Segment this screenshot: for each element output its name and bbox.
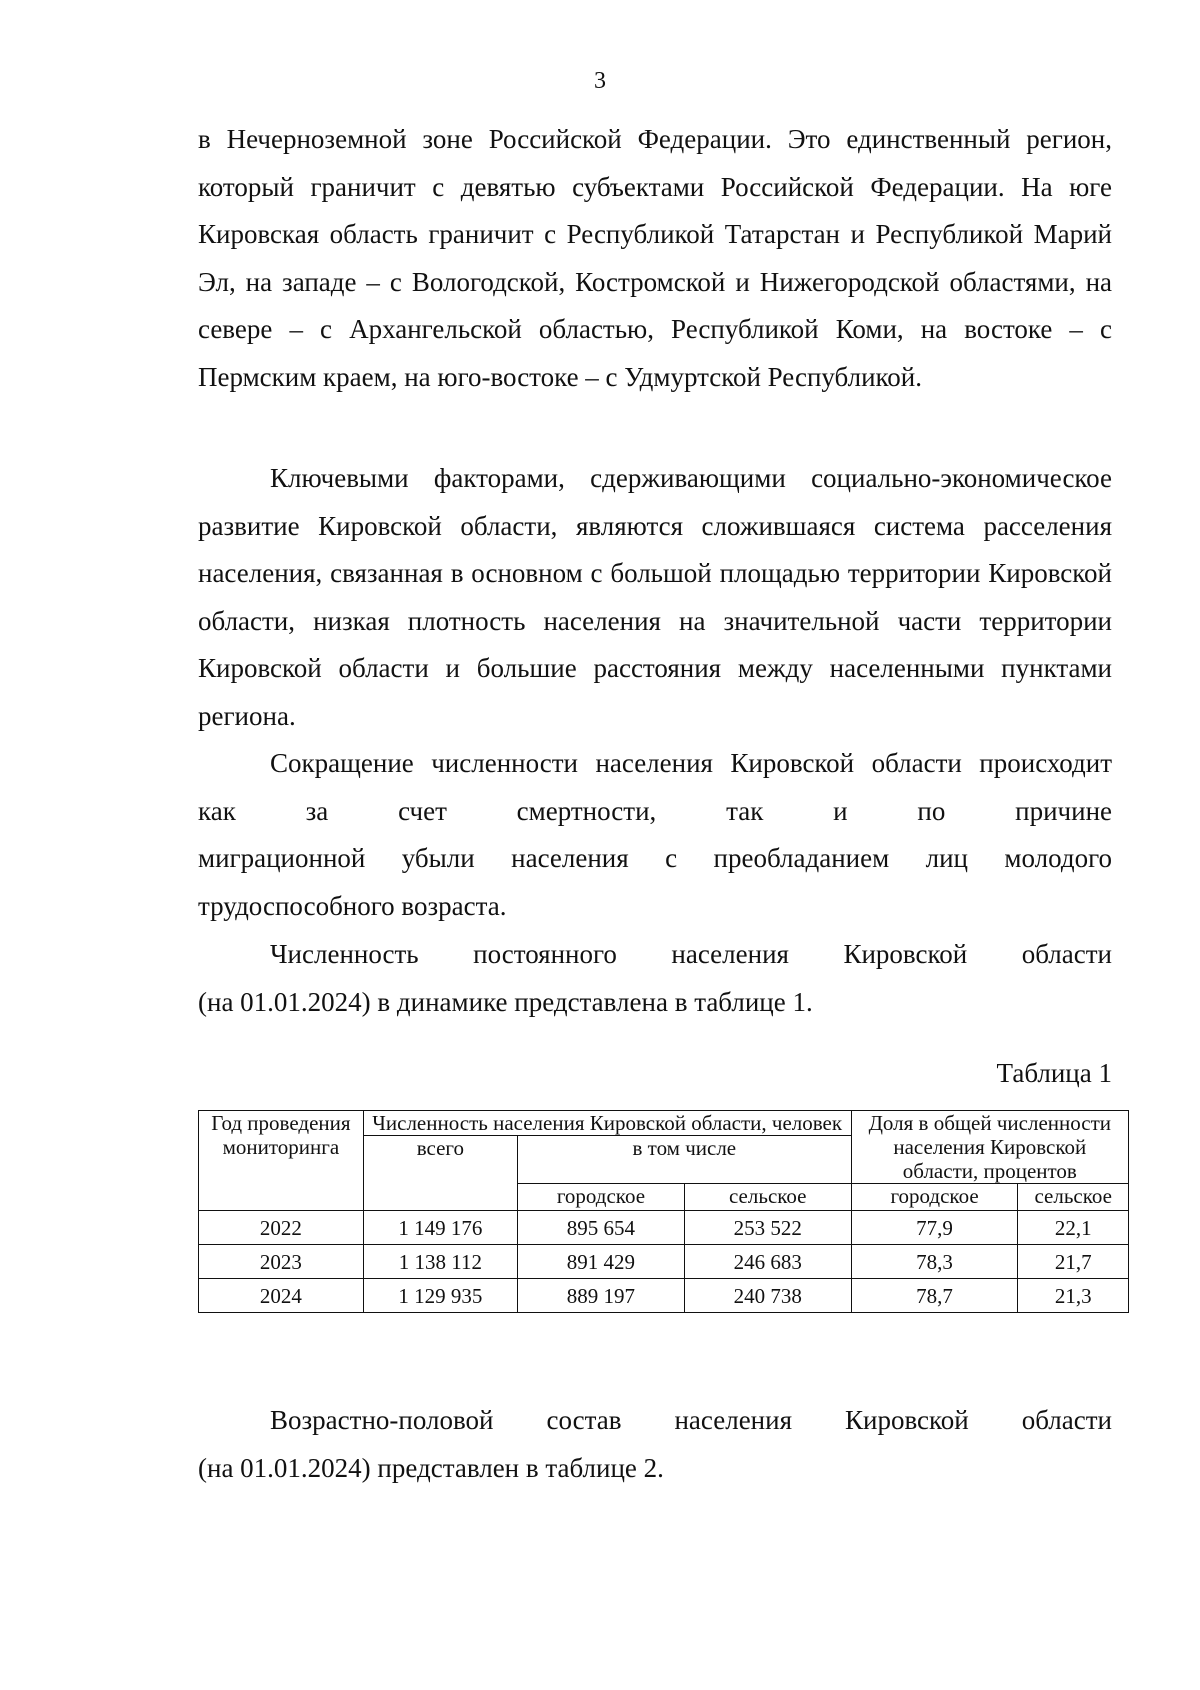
cell-share-rural: 21,7 <box>1018 1245 1129 1279</box>
paragraph-line: Численность постоянного населения Кировской области <box>270 939 1112 969</box>
cell-rural: 246 683 <box>684 1245 851 1279</box>
header-population: Численность населения Кировской области, человек <box>363 1111 851 1136</box>
cell-year: 2024 <box>199 1279 364 1313</box>
table-row <box>199 1245 1129 1279</box>
header-share-rural: сельское <box>1018 1184 1129 1211</box>
paragraph-line: (на 01.01.2024) представлен в таблице 2. <box>198 1452 664 1483</box>
table-row <box>199 1279 1129 1313</box>
cell-urban: 895 654 <box>518 1211 685 1245</box>
paragraph-line: Сокращение численности населения Кировской области происходит <box>270 748 1112 778</box>
cell-rural: 253 522 <box>684 1211 851 1245</box>
cell-year: 2023 <box>199 1245 364 1279</box>
paragraph-line: (на 01.01.2024) в динамике представлена в таблице 1. <box>198 986 813 1017</box>
cell-rural: 240 738 <box>684 1279 851 1313</box>
paragraph-table1-intro <box>198 931 1112 1026</box>
table-caption: Таблица 1 <box>996 1058 1112 1088</box>
header-rural: сельское <box>684 1184 851 1211</box>
page-number: 3 <box>594 68 606 94</box>
paragraph-line: трудоспособного возраста. <box>198 890 507 921</box>
header-including: в том числе <box>518 1136 852 1184</box>
cell-share-urban: 78,3 <box>851 1245 1018 1279</box>
cell-total: 1 138 112 <box>363 1245 517 1279</box>
paragraph-line: Возрастно-половой состав населения Кировской области <box>270 1405 1112 1435</box>
paragraph-table2-intro <box>198 1397 1112 1492</box>
paragraph-line: как за счет смертности, так и по причине <box>198 795 1112 826</box>
header-total: всего <box>363 1136 517 1211</box>
table-row <box>199 1211 1129 1245</box>
cell-urban: 889 197 <box>518 1279 685 1313</box>
header-share-urban: городское <box>851 1184 1018 1211</box>
cell-year: 2022 <box>199 1211 364 1245</box>
header-year: Год проведения мониторинга <box>199 1111 364 1211</box>
cell-urban: 891 429 <box>518 1245 685 1279</box>
cell-share-urban: 77,9 <box>851 1211 1018 1245</box>
cell-share-urban: 78,7 <box>851 1279 1018 1313</box>
paragraph-line: миграционной убыли населения с преобладанием лиц молодого <box>198 843 1112 874</box>
cell-share-rural: 22,1 <box>1018 1211 1129 1245</box>
paragraph-key-factors: Ключевыми факторами, сдерживающими социально-экономическое развитие Кировской области, являются сложившаяся система расселения населения, связанная в основном с большой площадью территории Кировской области, низкая плотность населения на значительной части территории Кировской области и большие расстояния между населенными пунктами региона. <box>198 463 1112 731</box>
population-table <box>198 1110 1129 1313</box>
cell-share-rural: 21,3 <box>1018 1279 1129 1313</box>
cell-total: 1 149 176 <box>363 1211 517 1245</box>
paragraph-borders: в Нечерноземной зоне Российской Федерации. Это единственный регион, который граничит с девятью субъектами Российской Федерации. На юге Кировская область граничит с Республикой Татарстан и Республикой Марий Эл, на западе – с Вологодской, Костромской и Нижегородской областями, на севере – с Архангельской областью, Республикой Коми, на востоке – с Пермским краем, на юго-востоке – с Удмуртской Республикой. <box>198 124 1112 392</box>
header-share: Доля в общей численности населения Кировской области, процентов <box>851 1111 1128 1184</box>
cell-total: 1 129 935 <box>363 1279 517 1313</box>
header-urban: городское <box>518 1184 685 1211</box>
paragraph-population-decline <box>198 740 1112 930</box>
